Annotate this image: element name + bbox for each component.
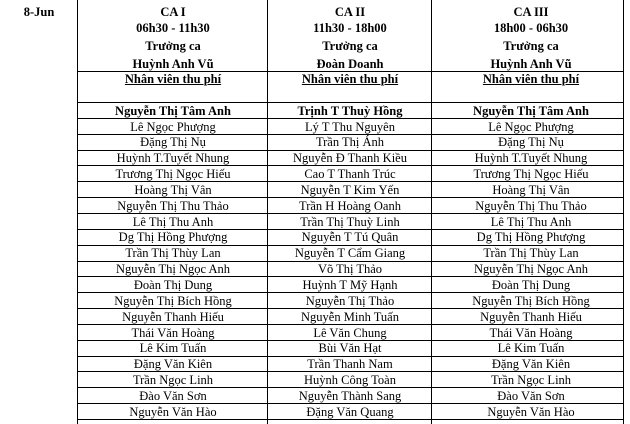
- shift-leader-name: Huỳnh Anh Vũ: [490, 56, 572, 71]
- staff-name: Bùi Văn Hạt: [318, 341, 382, 356]
- staff-name: Đào Văn Sơn: [497, 388, 565, 403]
- staff-name: Trương Thị Ngọc Hiếu: [473, 167, 589, 182]
- staff-name: Nguyễn T Tú Quân: [301, 230, 399, 245]
- staff-name: Nguyễn Văn Hào: [487, 404, 575, 419]
- staff-name: Nguyễn Minh Tuấn: [301, 309, 399, 324]
- staff-name: Nguyễn Đ Thanh Kiều: [293, 151, 407, 166]
- staff-name: Huỳnh T Mỹ Hạnh: [302, 278, 398, 293]
- row-border: [77, 181, 624, 182]
- staff-name: Lê Ngọc Phượng: [130, 119, 216, 134]
- shift-name: CA I: [160, 5, 186, 20]
- staff-name: Cao T Thanh Trúc: [304, 167, 396, 182]
- staff-name: Trần Thị Ánh: [315, 135, 385, 150]
- staff-name: Nguyễn Thị Tâm Anh: [115, 103, 231, 118]
- shift-time: 06h30 - 11h30: [136, 21, 210, 36]
- row-border: [77, 324, 624, 325]
- row-border: [77, 308, 624, 309]
- staff-name: Đoàn Thị Dung: [491, 278, 571, 293]
- staff-name: Nguyễn Thanh Hiếu: [480, 309, 582, 324]
- staff-name: Lê Thị Thu Anh: [490, 214, 572, 229]
- staff-name: Nguyễn T Kim Yến: [300, 182, 400, 197]
- staff-label: Nhân viên thu phí: [124, 72, 222, 87]
- staff-name: Nguyễn Thị Bích Hồng: [114, 293, 232, 308]
- staff-name: Nguyễn T Cẩm Giang: [294, 246, 406, 261]
- row-border: [77, 340, 624, 341]
- staff-name: Võ Thị Thảo: [317, 262, 383, 277]
- shift-leader-label: Trưởng ca: [503, 38, 559, 53]
- staff-name: Nguyễn Thành Sang: [298, 388, 402, 403]
- shift-leader-name: Huỳnh Anh Vũ: [132, 56, 214, 71]
- row-border: [77, 371, 624, 372]
- row-border: [77, 245, 624, 246]
- shift-leader-name: Đoàn Doanh: [316, 56, 384, 71]
- staff-name: Huỳnh Công Toàn: [304, 373, 396, 388]
- staff-name: Dg Thị Hồng Phượng: [118, 230, 228, 245]
- staff-name: Thái Văn Hoàng: [131, 325, 215, 340]
- staff-name: Huỳnh T.Tuyết Nhung: [474, 151, 588, 166]
- staff-name: Nguyễn Thanh Hiếu: [122, 309, 224, 324]
- row-border: [77, 387, 624, 388]
- row-border: [77, 356, 624, 357]
- column-border: [623, 0, 624, 424]
- row-border: [77, 229, 624, 230]
- staff-name: Đặng Văn Kiên: [491, 357, 571, 372]
- staff-label: Nhân viên thu phí: [482, 72, 580, 87]
- staff-name: Lê Ngọc Phượng: [488, 119, 574, 134]
- staff-name: Trịnh T Thuỳ Hồng: [297, 103, 403, 118]
- staff-name: Nguyễn Thị Thu Thảo: [475, 198, 587, 213]
- staff-name: Lê Kim Tuấn: [497, 341, 565, 356]
- staff-name: Đặng Thị Nụ: [140, 135, 206, 150]
- staff-name: Nguyễn Thị Ngọc Anh: [474, 262, 588, 277]
- staff-name: Nguyễn Thị Tâm Anh: [473, 103, 589, 118]
- staff-name: Lê Văn Chung: [313, 325, 387, 340]
- staff-name: Lê Kim Tuấn: [139, 341, 207, 356]
- staff-name: Lê Thị Thu Anh: [132, 214, 214, 229]
- row-border: [77, 403, 624, 404]
- row-border: [77, 150, 624, 151]
- staff-name: Trần Thị Thùy Lan: [483, 246, 579, 261]
- staff-name: Trần Ngọc Linh: [132, 373, 214, 388]
- staff-name: Hoàng Thị Vân: [492, 182, 570, 197]
- staff-label: Nhân viên thu phí: [301, 72, 399, 87]
- shift-leader-label: Trưởng ca: [145, 38, 201, 53]
- row-border: [77, 419, 624, 420]
- staff-name: Trương Thị Ngọc Hiếu: [115, 167, 231, 182]
- staff-name: Đặng Văn Quang: [306, 404, 394, 419]
- row-border: [77, 261, 624, 262]
- row-border: [77, 102, 624, 103]
- column-border: [267, 0, 268, 424]
- staff-name: Dg Thị Hồng Phượng: [476, 230, 586, 245]
- staff-name: Trần Thị Thuỳ Linh: [300, 214, 400, 229]
- staff-name: Trần Ngọc Linh: [490, 373, 572, 388]
- staff-name: Trần Thị Thùy Lan: [125, 246, 221, 261]
- row-border: [77, 71, 624, 72]
- row-border: [77, 165, 624, 166]
- row-border: [77, 134, 624, 135]
- column-border: [431, 0, 432, 424]
- staff-name: Trần Thanh Nam: [307, 357, 393, 372]
- column-border: [77, 0, 78, 424]
- staff-name: Đoàn Thị Dung: [133, 278, 213, 293]
- staff-name: Trần H Hoàng Oanh: [299, 198, 401, 213]
- staff-name: Nguyễn Thị Thảo: [305, 293, 395, 308]
- staff-name: Nguyễn Văn Hào: [129, 404, 217, 419]
- row-border: [77, 118, 624, 119]
- shift-name: CA II: [334, 5, 366, 20]
- staff-name: Đào Văn Sơn: [139, 388, 207, 403]
- staff-name: Nguyễn Thị Ngọc Anh: [116, 262, 230, 277]
- shift-time: 18h00 - 06h30: [493, 21, 569, 36]
- row-border: [77, 197, 624, 198]
- row-border: [77, 213, 624, 214]
- row-border: [77, 292, 624, 293]
- staff-name: Đặng Văn Kiên: [133, 357, 213, 372]
- staff-name: Đặng Thị Nụ: [498, 135, 564, 150]
- shift-leader-label: Trưởng ca: [322, 38, 378, 53]
- date-cell: 8-Jun: [23, 5, 55, 20]
- staff-name: Hoàng Thị Vân: [134, 182, 212, 197]
- staff-name: Nguyễn Thị Bích Hồng: [472, 293, 590, 308]
- shift-name: CA III: [513, 5, 549, 20]
- row-border: [77, 276, 624, 277]
- staff-name: Thái Văn Hoàng: [489, 325, 573, 340]
- staff-name: Nguyễn Thị Thu Thảo: [117, 198, 229, 213]
- shift-time: 11h30 - 18h00: [313, 21, 387, 36]
- staff-name: Lý T Thu Nguyên: [305, 119, 395, 134]
- staff-name: Huỳnh T.Tuyết Nhung: [116, 151, 230, 166]
